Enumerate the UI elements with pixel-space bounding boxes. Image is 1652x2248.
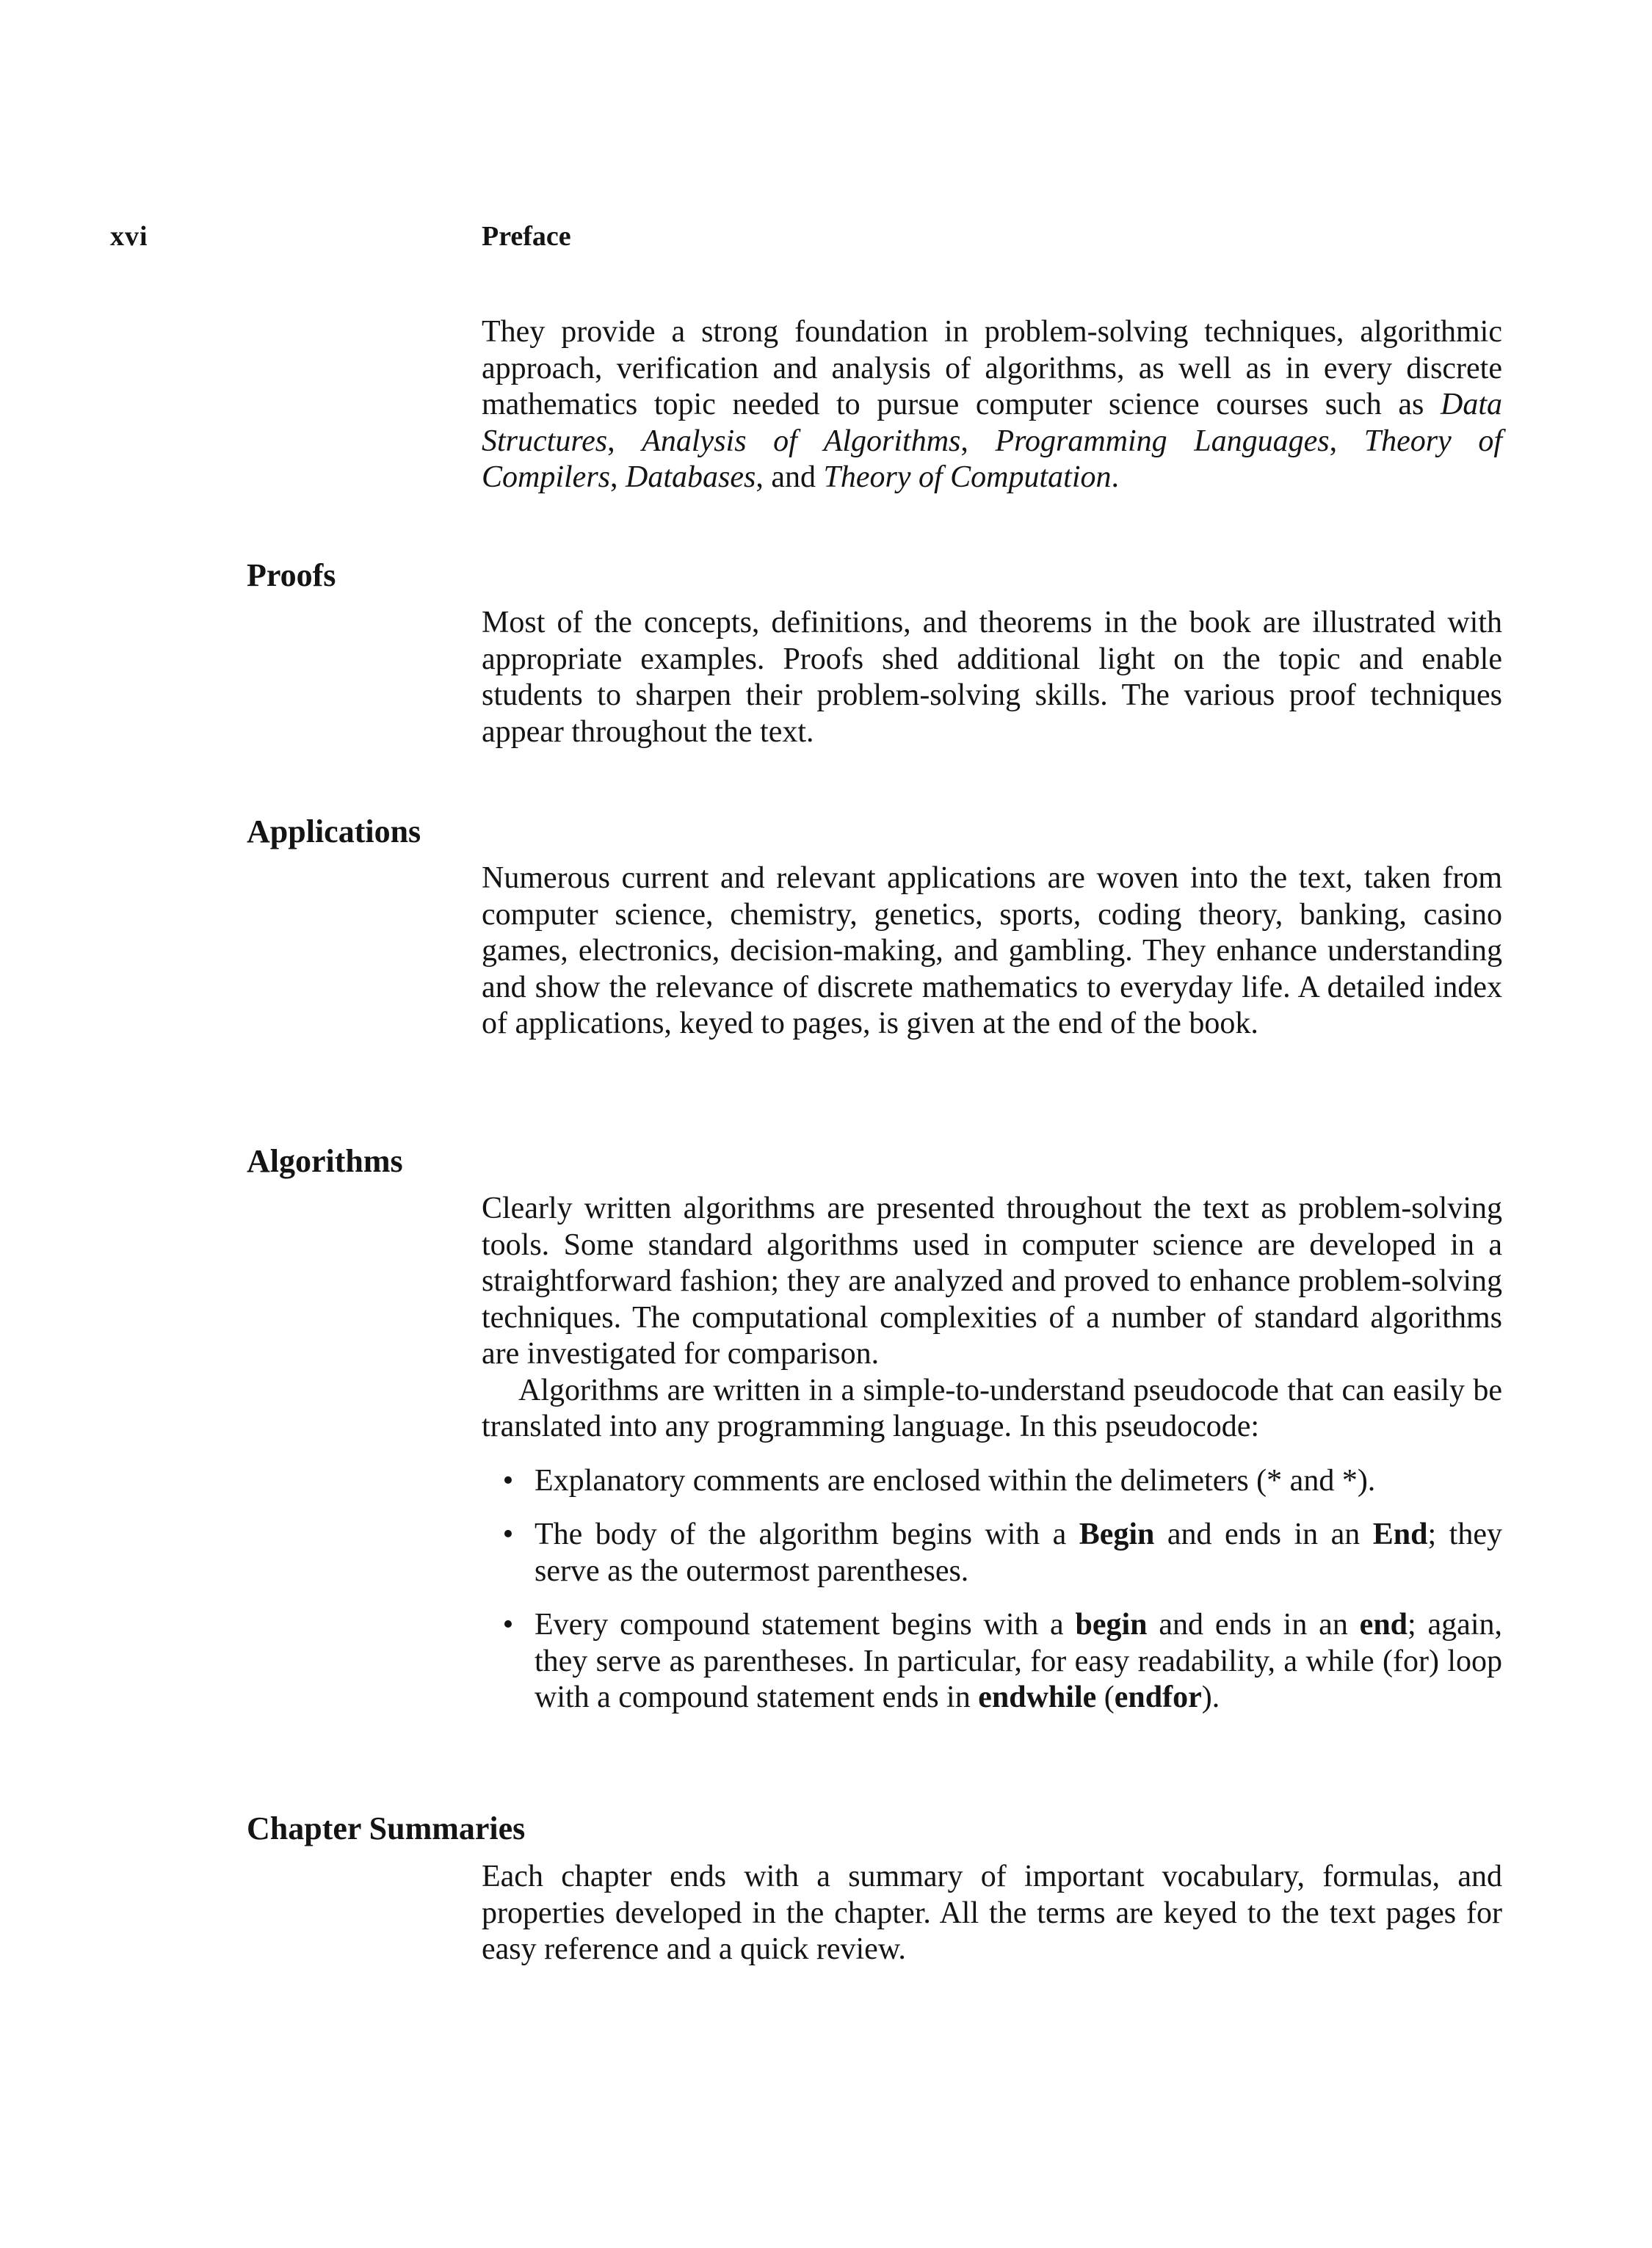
page-number: xvi bbox=[110, 221, 148, 252]
list-item: • The body of the algorithm begins with a Begin and ends in an End; they serve as the outermost parentheses. bbox=[535, 1517, 1502, 1589]
intro-text: They provide a strong foundation in problem-solving techniques, algorithmic approach, verification and analysis of algorithms, as well as in every discrete mathematics topic needed to pursue computer science courses such as Data Structures, Analysis of Algorithms, Programming Languages, Theory of Compilers, Databases, and Theory of Computation. bbox=[482, 315, 1503, 494]
course-theory-of-computation: Theory of Computation bbox=[823, 460, 1112, 494]
section-heading-proofs: Proofs bbox=[247, 557, 336, 593]
algorithms-section bbox=[482, 1191, 1502, 1734]
pseudocode-rules-list bbox=[482, 1463, 1502, 1716]
chapter-summaries-text: Each chapter ends with a summary of important vocabulary, formulas, and properties developed in the chapter. All the terms are keyed to the text pages for easy reference and a quick review. bbox=[482, 1860, 1502, 1966]
algorithms-paragraph-2: Algorithms are written in a simple-to-understand pseudocode that can easily be translated into any programming language. In this pseudocode: bbox=[482, 1373, 1502, 1443]
keyword-begin: begin bbox=[1075, 1608, 1148, 1642]
applications-paragraph bbox=[482, 860, 1502, 1043]
list-item: • Explanatory comments are enclosed within the delimeters (* and *). bbox=[535, 1463, 1502, 1500]
proofs-text: Most of the concepts, definitions, and theorems in the book are illustrated with appropriate examples. Proofs shed additional light on the topic and enable students to sharpen their problem-solving skills. The various proof techniques appear throughout the text. bbox=[482, 606, 1502, 749]
bullet-icon: • bbox=[502, 1463, 514, 1498]
keyword-end: End bbox=[1372, 1518, 1428, 1551]
page-header bbox=[0, 220, 1652, 257]
keyword-endwhile: endwhile bbox=[978, 1680, 1097, 1714]
course-theory-of-compilers: Theory of Compilers bbox=[482, 424, 1503, 494]
keyword-endfor: endfor bbox=[1114, 1680, 1202, 1714]
keyword-end: end bbox=[1359, 1608, 1408, 1642]
chapter-summaries-paragraph bbox=[482, 1859, 1502, 1968]
algorithms-paragraph-1: Clearly written algorithms are presented throughout the text as problem-solving tools. Some standard algorithms used in computer science are developed in a straightforward fashion; they are analyzed and proved to enhance problem-solving techniques. The computational complexities of a number of standard algorithms are investigated for comparison. bbox=[482, 1192, 1502, 1371]
intro-paragraph bbox=[482, 314, 1502, 496]
section-heading-chapter-summaries: Chapter Summaries bbox=[247, 1810, 526, 1846]
course-data-structures: Data Structures bbox=[482, 388, 1502, 458]
running-head: Preface bbox=[482, 221, 571, 252]
section-heading-algorithms: Algorithms bbox=[247, 1143, 403, 1179]
course-databases: Databases bbox=[626, 460, 756, 494]
course-programming-languages: Programming Languages bbox=[995, 424, 1330, 458]
section-heading-applications: Applications bbox=[247, 813, 421, 849]
course-analysis-of-algorithms: Analysis of Algorithms bbox=[642, 424, 961, 458]
bullet-icon: • bbox=[502, 1608, 514, 1642]
list-item: • Every compound statement begins with a begin and ends in an end; again, they serve as parentheses. In particular, for easy readability, a while (for) loop with a compound statement ends in endwhile (endfor). bbox=[535, 1607, 1502, 1716]
bullet-icon: • bbox=[502, 1518, 514, 1551]
applications-text: Numerous current and relevant applications are woven into the text, taken from computer science, chemistry, genetics, sports, coding theory, banking, casino games, electronics, decision-making, and gambling. They enhance understanding and show the relevance of discrete mathematics to everyday life. A detailed index of applications, keyed to pages, is given at the end of the book. bbox=[482, 861, 1502, 1040]
proofs-paragraph bbox=[482, 605, 1502, 750]
keyword-begin: Begin bbox=[1079, 1518, 1155, 1551]
